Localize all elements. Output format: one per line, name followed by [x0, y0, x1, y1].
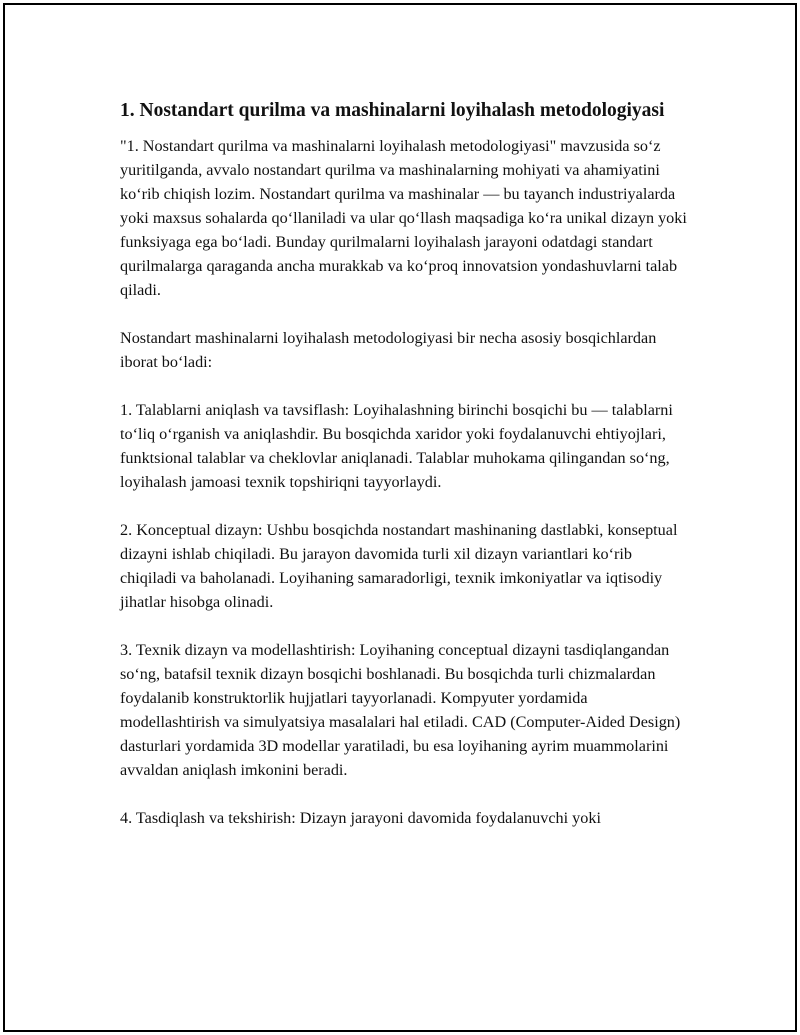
paragraph-stages-overview: Nostandart mashinalarni loyihalash metodologiyasi bir necha asosiy bosqichlardan iborat bo‘ladi: — [120, 329, 657, 371]
document-body — [120, 98, 688, 854]
paragraph-stage-2: 2. Konceptual dizayn: Ushbu bosqichda nostandart mashinaning dastlabki, konseptual dizayni ishlab chiqiladi. Bu jarayon davomida turli xil dizayn variantlari ko‘rib chiqiladi va baholanadi. Loyihaning samaradorligi, texnik imkoniyatlar va iqtisodiy jihatlar hisobga olinadi. — [120, 521, 678, 611]
paragraph-stage-3: 3. Texnik dizayn va modellashtirish: Loyihaning conceptual dizayni tasdiqlangandan so‘ng, batafsil texnik dizayn bosqichi boshlanadi. Bu bosqichda turli chizmalardan foydalanib konstruktorlik hujjatlari tayyorlanadi. Kompyuter yordamida modellashtirish va simulyatsiya masalalari hal etiladi. CAD (Computer-Aided Design) dasturlari yordamida 3D modellar yaratiladi, bu esa loyihaning ayrim muammolarini avvaldan aniqlash imkonini beradi. — [120, 641, 681, 779]
paragraph-stage-4: 4. Tasdiqlash va tekshirish: Dizayn jarayoni davomida foydalanuvchi yoki — [120, 809, 601, 827]
document-title: 1. Nostandart qurilma va mashinalarni loyihalash metodologiyasi — [120, 100, 665, 121]
paragraph-intro: "1. Nostandart qurilma va mashinalarni loyihalash metodologiyasi" mavzusida so‘z yuritilganda, avvalo nostandart qurilma va mashinalarning mohiyati va ahamiyatini ko‘rib chiqish lozim. Nostandart qurilma va mashinalar — bu tayanch industriyalarda yoki maxsus sohalarda qo‘llaniladi va ular qo‘llash maqsadiga ko‘ra unikal dizayn yoki funksiyaga ega bo‘ladi. Bunday qurilmalarni loyihalash jarayoni odatdagi standart qurilmalarga qaraganda ancha murakkab va ko‘proq innovatsion yondashuvlarni talab qiladi. — [120, 137, 687, 299]
document-page — [3, 3, 797, 1032]
paragraph-stage-1: 1. Talablarni aniqlash va tavsiflash: Loyihalashning birinchi bosqichi bu — talablarni to‘liq o‘rganish va aniqlashdir. Bu bosqichda xaridor yoki foydalanuvchi ehtiyojlari, funktsional talablar va cheklovlar aniqlanadi. Talablar muhokama qilingandan so‘ng, loyihalash jamoasi texnik topshiriqni tayyorlaydi. — [120, 401, 673, 491]
